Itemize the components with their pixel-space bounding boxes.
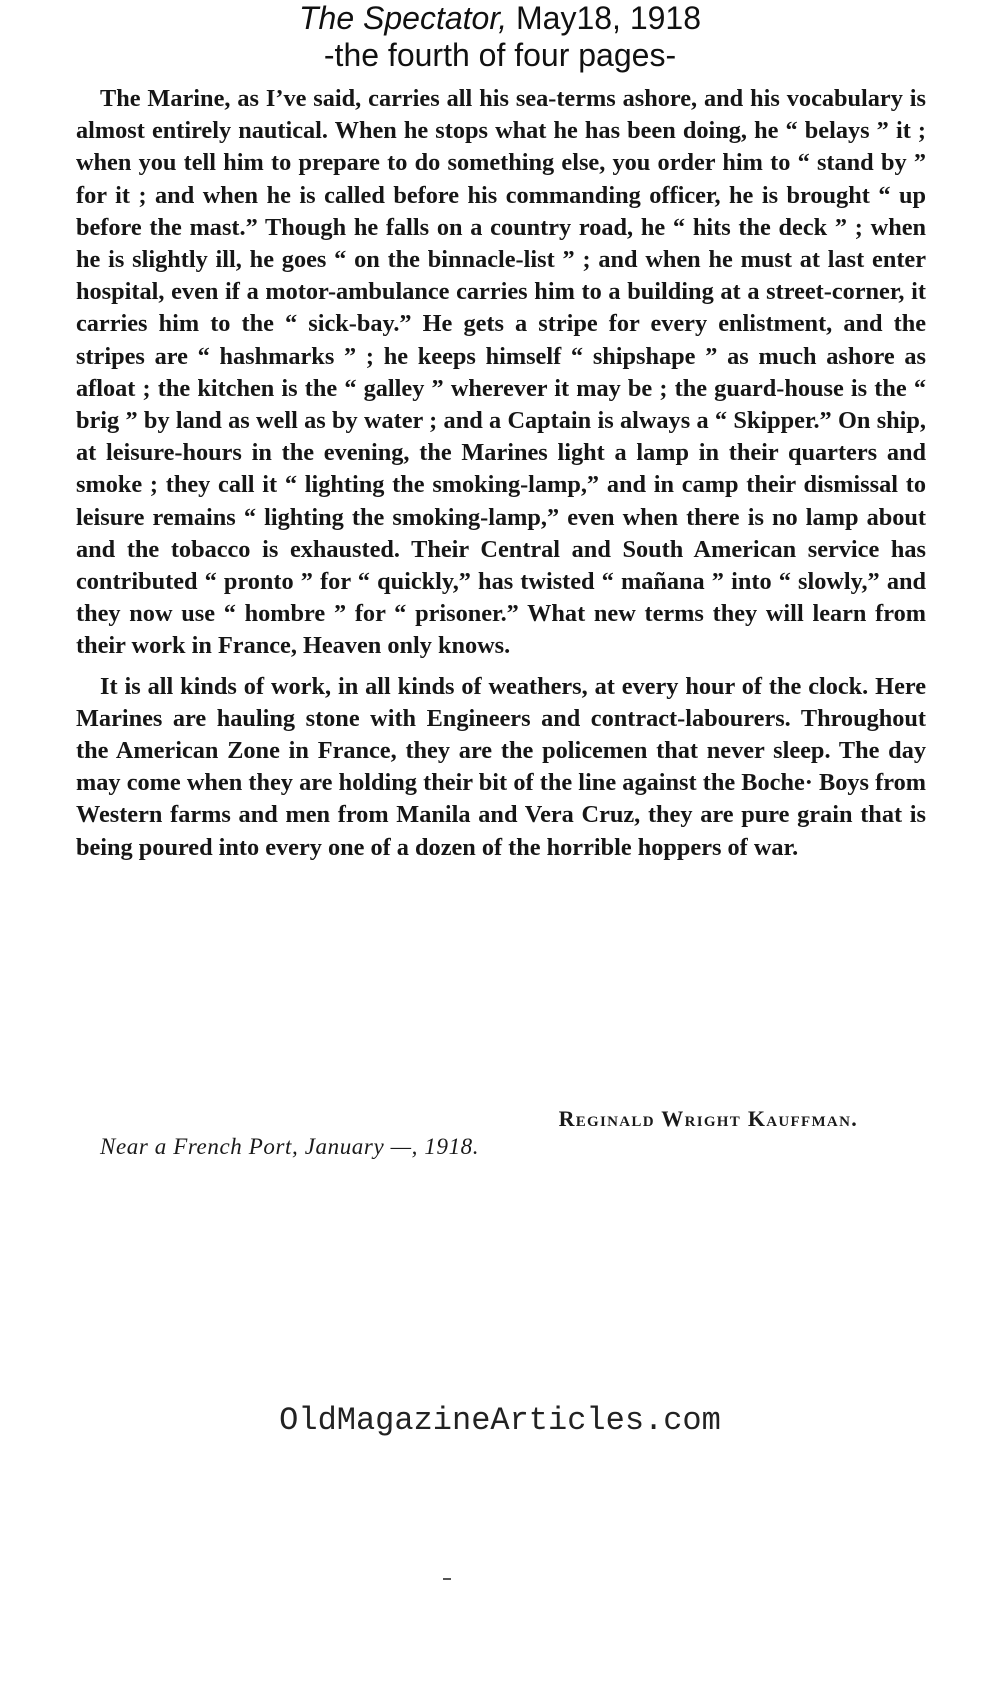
publication-name: The Spectator, — [298, 0, 508, 36]
site-footer: OldMagazineArticles.com — [279, 1402, 721, 1439]
header-title-line — [0, 0, 1000, 36]
article-paragraph-1: The Marine, as I’ve said, carries all his sea-terms ashore, and his vocabulary is almost entirely nautical. When he stops what he has been doing, he “ belays ” it ; when you tell him to prepare to do something else, you order him to “ stand by ” for it ; and when he is called before his commanding officer, he is brought “ up before the mast.” Though he falls on a country road, he “ hits the deck ” ; when he is slightly ill, he goes “ on the binnacle-list ” ; and when he must at last enter hospital, even if a motor-ambulance carries him to a building at a street-corner, it carries him to the “ sick-bay.” He gets a stripe for every enlistment, and the stripes are “ hashmarks ” ; he keeps himself “ shipshape ” as much ashore as afloat ; the kitchen is the “ galley ” wherever it may be ; the guard-house is the “ brig ” by land as well as by water ; and a Captain is always a “ Skipper.” On ship, at leisure-hours in the evening, the Marines light a lamp in their quarters and smoke ; they call it “ lighting the smoking-lamp,” and in camp their dismissal to leisure remains “ lighting the smoking-lamp,” even when there is no lamp about and the tobacco is exhausted. Their Central and South American service has contributed “ pronto ” for “ quickly,” has twisted “ mañana ” into “ slowly,” and they now use “ hombre ” for “ prisoner.” What new terms they will learn from their work in France, Heaven only knows. — [76, 85, 926, 660]
publication-date: May18, 1918 — [516, 0, 702, 36]
article-dateline: Near a French Port, January —, 1918. — [100, 1134, 480, 1159]
article-body — [76, 83, 926, 864]
header-subtitle: -the fourth of four pages- — [323, 37, 677, 73]
scan-mark — [443, 1578, 451, 1580]
author-signature: Reginald Wright Kauffman. — [558, 1106, 858, 1131]
article-paragraph-2: It is all kinds of work, in all kinds of weathers, at every hour of the clock. Here Marines are hauling stone with Engineers and contract-labourers. Throughout the American Zone in France, they are the policemen that never sleep. The day may come when they are holding their bit of the line against the Boche· Boys from Western farms and men from Manila and Vera Cruz, they are pure grain that is being poured into every one of a dozen of the horrible hoppers of war. — [76, 672, 926, 861]
page-header — [0, 0, 1000, 74]
